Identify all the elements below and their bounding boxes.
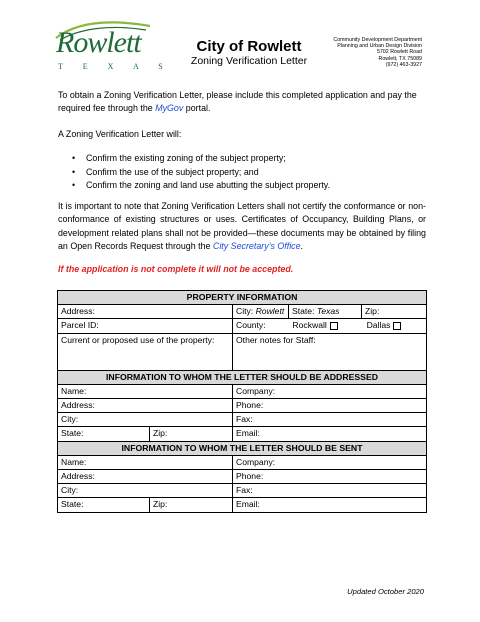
phone-label: Phone: (236, 400, 264, 411)
sent-email-field[interactable] (233, 498, 427, 512)
list-item: • Confirm the zoning and land use abutting the subject property. (58, 179, 426, 193)
addressed-company-field[interactable] (233, 384, 427, 398)
property-use-field[interactable] (58, 333, 233, 370)
company-label: Company: (236, 385, 276, 396)
phone-label: Phone: (236, 471, 264, 482)
department-address (333, 37, 422, 68)
fax-label: Fax: (236, 485, 253, 496)
staff-notes-field[interactable] (233, 333, 427, 370)
state-label: State: (61, 428, 84, 439)
will-heading: A Zoning Verification Letter will: (58, 129, 182, 139)
mygov-link[interactable]: MyGov (155, 103, 184, 114)
property-zip-field[interactable] (362, 305, 427, 319)
warning-text: If the application is not complete it will not be accepted. (58, 264, 294, 274)
intro-text-end: portal. (183, 103, 211, 114)
addressed-email-field[interactable] (233, 427, 427, 441)
note-text-end: . (300, 241, 304, 252)
intro-text: To obtain a Zoning Verification Letter, please include this completed application and pay the required fee through the (58, 90, 417, 114)
city-label: City: (61, 485, 79, 496)
email-label: Email: (236, 428, 260, 439)
updated-date: Updated October 2020 (347, 587, 424, 596)
sent-state-field[interactable] (58, 498, 150, 512)
addressed-address-field[interactable] (58, 399, 233, 413)
sent-phone-field[interactable] (233, 470, 427, 484)
dept-line: (972) 463-3927 (385, 61, 422, 68)
intro-paragraph (58, 89, 426, 116)
name-label: Name: (61, 456, 87, 467)
note-text: It is important to note that Zoning Verification Letters shall not certify the conformance or non-conformance of existing structures or uses. Certificates of Occupancy, Building Plans, or development related plans shall not be provided—these documents may be obtained by filing an Open Records Request through the (58, 201, 426, 252)
addressed-name-field[interactable] (58, 384, 233, 398)
list-item: • Confirm the existing zoning of the subject property; (58, 152, 426, 166)
name-label: Name: (61, 385, 87, 396)
sent-to-header: INFORMATION TO WHOM THE LETTER SHOULD BE SENT (58, 441, 427, 455)
sent-company-field[interactable] (233, 455, 427, 469)
address-label: Address: (61, 471, 95, 482)
email-label: Email: (236, 499, 260, 510)
sent-fax-field[interactable] (233, 484, 427, 498)
staff-notes-label: Other notes for Staff: (236, 334, 316, 345)
property-address-label: Address: (61, 306, 95, 317)
note-paragraph (58, 200, 426, 254)
dept-line: Planning and Urban Design Division (337, 43, 422, 50)
address-label: Address: (61, 400, 95, 411)
state-label: State: (61, 499, 84, 510)
county-field (233, 319, 427, 333)
dept-line: 5702 Rowlett Road (376, 49, 422, 56)
addressed-fax-field[interactable] (233, 413, 427, 427)
parcel-id-label: Parcel ID: (61, 320, 99, 331)
application-form (57, 290, 427, 513)
sent-address-field[interactable] (58, 470, 233, 484)
sent-city-field[interactable] (58, 484, 233, 498)
property-use-label: Current or proposed use of the property: (61, 334, 215, 345)
property-info-header: PROPERTY INFORMATION (58, 291, 427, 305)
city-label: City: (61, 414, 79, 425)
zip-label: Zip: (153, 499, 168, 510)
parcel-id-field[interactable] (58, 319, 233, 333)
county-rockwall-label: Rockwall (292, 320, 327, 331)
city-secretary-link[interactable]: City Secretary’s Office (212, 241, 301, 252)
dept-line: Community Development Department (333, 37, 422, 43)
addressed-state-field[interactable] (58, 427, 150, 441)
city-field[interactable] (233, 305, 289, 319)
state-field[interactable] (289, 305, 362, 319)
rockwall-checkbox[interactable] (330, 322, 338, 330)
state-value: Texas (316, 306, 340, 317)
dept-line: Rowlett, TX 75089 (378, 55, 422, 62)
company-label: Company: (236, 456, 276, 467)
addressed-to-header: INFORMATION TO WHOM THE LETTER SHOULD BE ADDRESSED (58, 370, 427, 384)
addressed-phone-field[interactable] (233, 399, 427, 413)
list-item: • Confirm the use of the subject property; and (58, 166, 426, 180)
sent-name-field[interactable] (58, 455, 233, 469)
fax-label: Fax: (236, 414, 253, 425)
state-label: State: (292, 306, 315, 317)
city-value: Rowlett (255, 306, 285, 317)
city-label: City: (236, 306, 254, 317)
property-zip-label: Zip: (365, 306, 380, 317)
page-title: City of Rowlett (196, 38, 302, 55)
logo-text: Rowlett (56, 26, 141, 59)
county-dallas-label: Dallas (366, 320, 391, 331)
county-label: County: (236, 320, 266, 331)
sent-zip-field[interactable] (150, 498, 233, 512)
addressed-city-field[interactable] (58, 413, 233, 427)
addressed-zip-field[interactable] (150, 427, 233, 441)
zip-label: Zip: (153, 428, 168, 439)
logo-subtext: T E X A S (58, 62, 172, 71)
dallas-checkbox[interactable] (393, 322, 401, 330)
page-subtitle: Zoning Verification Letter (190, 55, 308, 67)
property-address-field[interactable] (58, 305, 233, 319)
bullet-list (58, 152, 426, 193)
